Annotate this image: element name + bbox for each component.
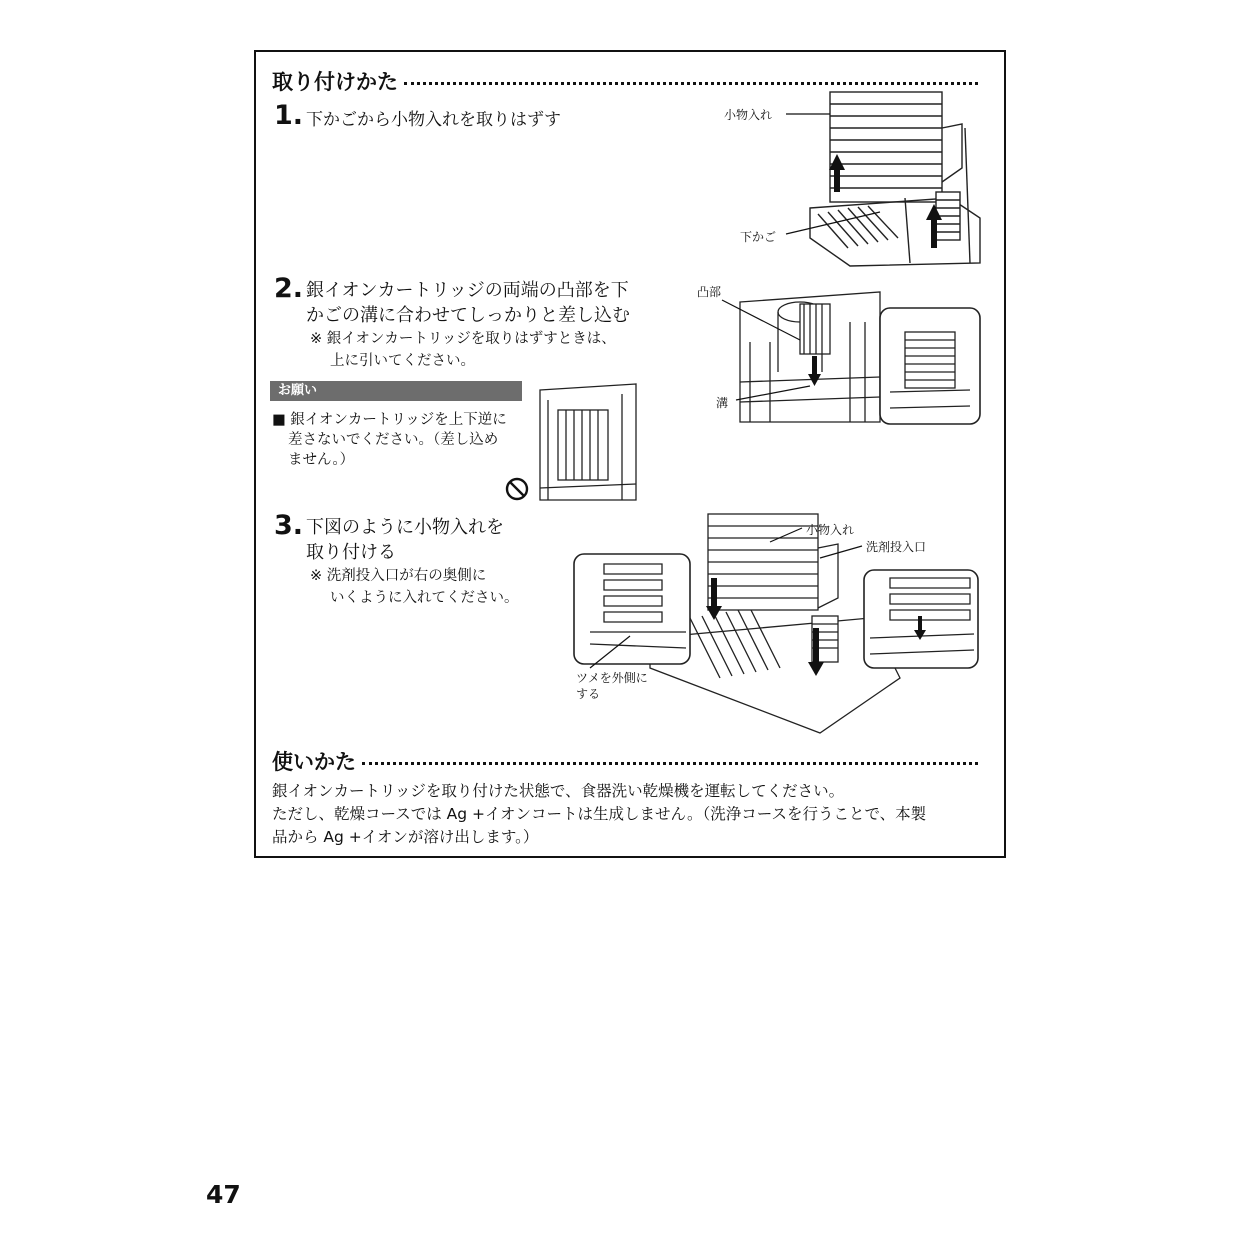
step3-number: 3.: [274, 510, 304, 541]
step1-callout-basket: 小物入れ: [724, 108, 773, 122]
step3-callout-basket: 小物入れ: [806, 523, 855, 537]
install-section-title: 取り付けかた: [272, 66, 978, 96]
prohibited-icon: [504, 476, 530, 502]
step1-text: 下かごから小物入れを取りはずす: [306, 110, 561, 130]
step2-callout-bump: 凸部: [697, 285, 722, 299]
step3-callout-detergent-inlet: 洗剤投入口: [866, 540, 927, 554]
step3-note-line2: いくように入れてください。: [330, 590, 519, 606]
step2-note-line1: ※ 銀イオンカートリッジを取りはずすときは、: [310, 331, 616, 347]
usage-dotted-leader: [362, 762, 978, 765]
step2-text-line2: かごの溝に合わせてしっかりと差し込む: [306, 305, 630, 326]
step2-number: 2.: [274, 273, 304, 304]
step1-number: 1.: [274, 100, 304, 131]
step3-callout-tab-line2: する: [576, 687, 601, 701]
caution-text-line1: ■ 銀イオンカートリッジを上下逆に: [272, 412, 507, 428]
page-number: 47: [206, 1180, 241, 1209]
step3-text-line2: 取り付ける: [306, 542, 396, 563]
usage-text-line1: 銀イオンカートリッジを取り付けた状態で、食器洗い乾燥機を運転してください。: [272, 782, 845, 800]
title-dotted-leader: [404, 82, 978, 85]
step2-text-line1: 銀イオンカートリッジの両端の凸部を下: [306, 280, 629, 301]
step2-illustration: [700, 282, 984, 430]
usage-text-line2: ただし、乾燥コースでは Ag +イオンコートは生成しません。（洗浄コースを行うことで、本製: [272, 805, 927, 823]
step3-text-line1: 下図のように小物入れを: [306, 517, 504, 538]
step1-callout-lower-rack: 下かご: [740, 230, 777, 244]
caution-text-line3: ません。）: [288, 452, 355, 468]
step2-callout-groove: 溝: [716, 396, 729, 410]
caution-illustration: [536, 380, 640, 502]
usage-text-line3: 品から Ag +イオンが溶け出します。）: [272, 828, 539, 846]
caution-label: お願い: [270, 381, 522, 401]
caution-text-line2: 差さないでください。（差し込め: [288, 432, 499, 448]
step3-note-line1: ※ 洗剤投入口が右の奥側に: [310, 568, 487, 584]
step3-callout-tab-line1: ツメを外側に: [576, 671, 648, 685]
usage-section-title: 使いかた: [272, 746, 978, 776]
step2-note-line2: 上に引いてください。: [330, 353, 475, 369]
